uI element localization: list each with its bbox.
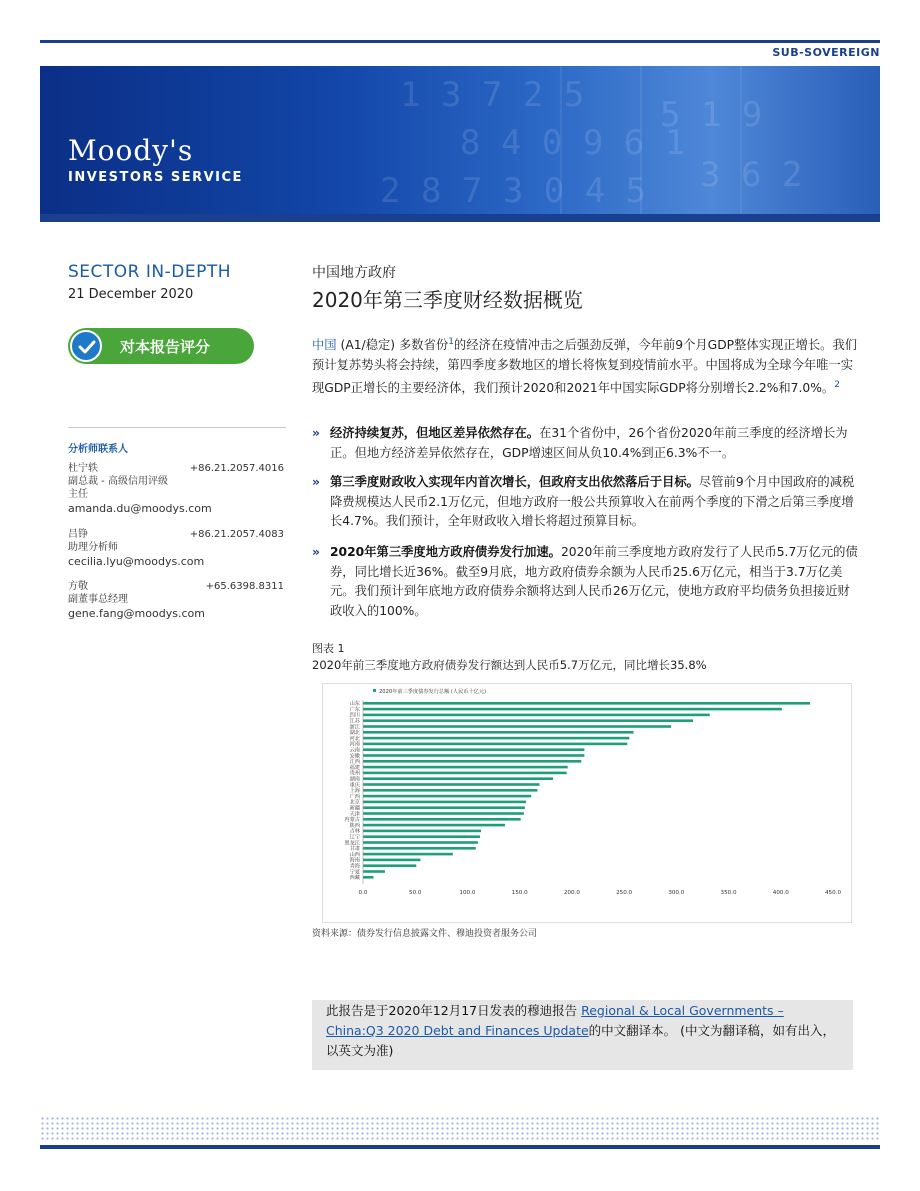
category-label: 辽宁 — [349, 834, 360, 841]
svg-text:3 6 2: 3 6 2 — [700, 155, 803, 195]
contact-email[interactable]: gene.fang@moodys.com — [68, 607, 205, 620]
x-tick-label: 250.0 — [616, 889, 633, 896]
contact-card — [68, 528, 286, 568]
category-label: 湖南 — [349, 776, 360, 783]
chart-bar — [363, 743, 627, 746]
contact-title-2: 主任 — [68, 489, 88, 500]
figure-source: 资料来源：债券发行信息披露文件、穆迪投资者服务公司 — [312, 929, 538, 939]
translation-note — [312, 1000, 853, 1070]
chart-bar — [363, 859, 420, 862]
bullet-marker: » — [312, 545, 320, 559]
x-tick-label: 450.0 — [824, 889, 842, 896]
category-label: 上海 — [349, 788, 360, 795]
category-label: 青海 — [349, 863, 360, 870]
category-label: 黑龙江 — [344, 840, 360, 847]
page-title: 2020年第三季度财经数据概览 — [312, 288, 583, 312]
bullet-marker: » — [312, 426, 320, 440]
chart-bar — [363, 714, 710, 717]
category-label: 福建 — [349, 764, 360, 771]
category-label: 陕西 — [349, 822, 360, 829]
category-label: 重庆 — [349, 782, 360, 789]
category-label: 安徽 — [349, 753, 360, 760]
chart-bar — [363, 870, 385, 873]
category-label: 江西 — [349, 759, 360, 766]
chart-bar — [363, 766, 568, 769]
svg-text:8 4 0 9 6 1: 8 4 0 9 6 1 — [460, 123, 686, 163]
bullet-text: 在31个省份中，26个省份2020年前三季度的经济增长为正。但地方经济差异依然存在，GDP增速区间从负10.4%到正6.3%不一。 — [330, 426, 848, 460]
bullet-item — [312, 473, 860, 532]
contact-card — [68, 462, 286, 515]
chart-bar — [363, 777, 553, 780]
category-label: 海南 — [349, 857, 360, 864]
chart-bar — [363, 824, 505, 827]
contact-card — [68, 580, 286, 620]
logo-subtitle: INVESTORS SERVICE — [68, 170, 243, 185]
chart-bar — [363, 737, 629, 740]
chart-bar — [363, 783, 540, 786]
chart-bar — [363, 806, 525, 809]
chart-bar — [363, 801, 526, 804]
x-tick-label: 350.0 — [720, 889, 737, 896]
bullet-marker: » — [312, 475, 320, 489]
chart-bar — [363, 876, 373, 879]
sector-tag: SUB-SOVEREIGN — [772, 46, 880, 59]
chart-bar — [363, 754, 584, 757]
chart-bar — [363, 719, 693, 722]
category-label: 云南 — [349, 747, 360, 754]
page-subtitle: 中国地方政府 — [312, 265, 396, 281]
category-label: 宁夏 — [349, 869, 360, 876]
category-label: 山东 — [349, 701, 360, 708]
category-label: 西藏 — [349, 875, 360, 882]
translation-note-text — [326, 1001, 841, 1061]
footer-dot-pattern — [40, 1116, 880, 1142]
footnote-ref-1[interactable]: 1 — [448, 337, 454, 347]
chart-bar — [363, 708, 782, 711]
contact-name: 杜宁轶 — [68, 463, 98, 474]
chart-bar — [363, 725, 671, 728]
svg-text:5 1 9: 5 1 9 — [660, 95, 763, 135]
check-icon — [70, 330, 102, 362]
chart-bar — [363, 818, 521, 821]
x-tick-label: 0.0 — [358, 889, 368, 896]
x-tick-label: 100.0 — [459, 889, 476, 896]
contact-phone[interactable]: +65.6398.8311 — [205, 581, 284, 592]
contact-email[interactable]: cecilia.lyu@moodys.com — [68, 555, 205, 568]
chart-bar — [363, 864, 416, 867]
bullet-text: 2020年前三季度地方政府发行了人民币5.7万亿元的债券，同比增长近36%。截至9月底，地方政府债券余额为人民币25.6万亿元，相当于3.7万亿美元。我们预计到年底地方政府债券余额将达到人民币26万亿元，使地方政府平均债务负担接近财政收入的100%。 — [330, 545, 858, 618]
chart-bar — [363, 835, 480, 838]
x-tick-label: 50.0 — [408, 889, 422, 896]
chart-bar — [363, 702, 810, 705]
bullet-heading: 第三季度财政收入实现年内首次增长，但政府支出依然落后于目标。 — [330, 475, 699, 489]
figure-label: 图表 1 — [312, 642, 345, 655]
category-label: 广东 — [349, 706, 360, 713]
contact-title: 副总裁 - 高级信用评级 — [68, 476, 168, 487]
chart-bar — [363, 789, 537, 792]
chart-bar — [363, 812, 524, 815]
chart-bar — [363, 853, 453, 856]
report-date: 21 December 2020 — [68, 287, 194, 302]
contacts-divider — [68, 427, 286, 428]
footnote-ref-2[interactable]: 2 — [834, 380, 840, 391]
bullet-item — [312, 543, 860, 621]
legend-swatch — [373, 689, 376, 692]
category-label: 河南 — [349, 741, 360, 748]
rate-report-button[interactable] — [68, 328, 254, 364]
bond-issuance-bar-chart — [323, 684, 851, 922]
chart-bar — [363, 731, 634, 734]
legend-label: 2020年前三季度债券发行总额 (人民币十亿元) — [379, 689, 487, 695]
category-label: 新疆 — [349, 805, 360, 812]
x-tick-label: 150.0 — [511, 889, 528, 896]
intro-paragraph — [312, 332, 860, 398]
contacts-title: 分析师联系人 — [68, 444, 128, 455]
category-label: 广西 — [349, 793, 360, 800]
chart-bar — [363, 841, 478, 844]
contact-title: 副董事总经理 — [68, 594, 128, 605]
note-suffix: 的中文翻译本。 (中文为翻译稿，如有出入，以英文为准) — [326, 1023, 836, 1058]
chart-bar — [363, 795, 531, 798]
bullet-heading: 2020年第三季度地方政府债券发行加速。 — [330, 545, 561, 559]
note-prefix: 此报告是于2020年12月17日发表的穆迪报告 — [326, 1003, 582, 1018]
intro-text-2: 的经济在疫情冲击之后强劲反弹，今年前9个月GDP整体实现正增长。我们预计复苏势头将会持续，第四季度多数地区的增长将恢复到疫情前水平。中国将成为全球今年唯一实现GDP正增长的主要经济体，我们预计2020和2021年中国实际GDP将分别增长2.2%和7.0%。 — [312, 338, 858, 396]
chart-bar — [363, 847, 476, 850]
category-label: 四川 — [349, 712, 360, 719]
chart-bar — [363, 760, 581, 763]
category-label: 北京 — [349, 799, 360, 806]
x-tick-label: 300.0 — [668, 889, 685, 896]
chart-bar — [363, 748, 584, 751]
category-label: 湖北 — [349, 730, 360, 737]
contact-email[interactable]: amanda.du@moodys.com — [68, 502, 212, 515]
report-type: SECTOR IN-DEPTH — [68, 262, 231, 282]
category-label: 河北 — [349, 735, 360, 742]
contact-phone[interactable]: +86.21.2057.4083 — [189, 529, 284, 540]
category-label: 内蒙古 — [344, 817, 360, 824]
category-label: 山西 — [349, 851, 360, 858]
top-rule — [40, 40, 880, 65]
figure-title: 2020年前三季度地方政府债券发行额达到人民币5.7万亿元，同比增长35.8% — [312, 658, 707, 672]
contact-name: 方敬 — [68, 581, 88, 592]
chart-bar — [363, 830, 481, 833]
category-label: 吉林 — [349, 828, 360, 835]
category-label: 江苏 — [349, 718, 360, 725]
x-tick-label: 200.0 — [563, 889, 580, 896]
banner-rule — [40, 214, 880, 222]
footer-rule — [40, 1145, 880, 1149]
svg-text:1 3 7 2 5: 1 3 7 2 5 — [400, 75, 585, 115]
svg-text:2 8 7 3 0 4 5: 2 8 7 3 0 4 5 — [380, 171, 647, 211]
contact-title: 助理分析师 — [68, 542, 118, 553]
category-label: 浙江 — [349, 724, 360, 731]
bullet-heading: 经济持续复苏，但地区差异依然存在。 — [330, 426, 540, 440]
category-label: 甘肃 — [349, 846, 360, 853]
original-report-link[interactable]: Regional & Local Governments – China:Q3 2020 Debt and Finances Update — [326, 1003, 784, 1038]
intro-text-1: (A1/稳定) 多数省份 — [336, 338, 449, 353]
chart-frame — [322, 683, 852, 923]
contact-name: 吕铮 — [68, 529, 88, 540]
chart-bar — [363, 772, 567, 775]
category-label: 贵州 — [349, 770, 360, 777]
contact-phone[interactable]: +86.21.2057.4016 — [189, 463, 284, 474]
moodys-logo: Moody's — [68, 134, 194, 167]
china-link[interactable]: 中国 — [312, 338, 337, 353]
x-tick-label: 400.0 — [772, 889, 789, 896]
rate-report-label: 对本报告评分 — [120, 338, 211, 356]
bullet-text: 尽管前9个月中国政府的减税降费规模达人民币2.1万亿元，但地方政府一般公共预算收入在前两个季度的下滑之后第三季度增长4.7%。我们预计，全年财政收入增长将超过预算目标。 — [330, 475, 855, 528]
category-label: 天津 — [349, 811, 360, 818]
bullet-item — [312, 424, 860, 463]
